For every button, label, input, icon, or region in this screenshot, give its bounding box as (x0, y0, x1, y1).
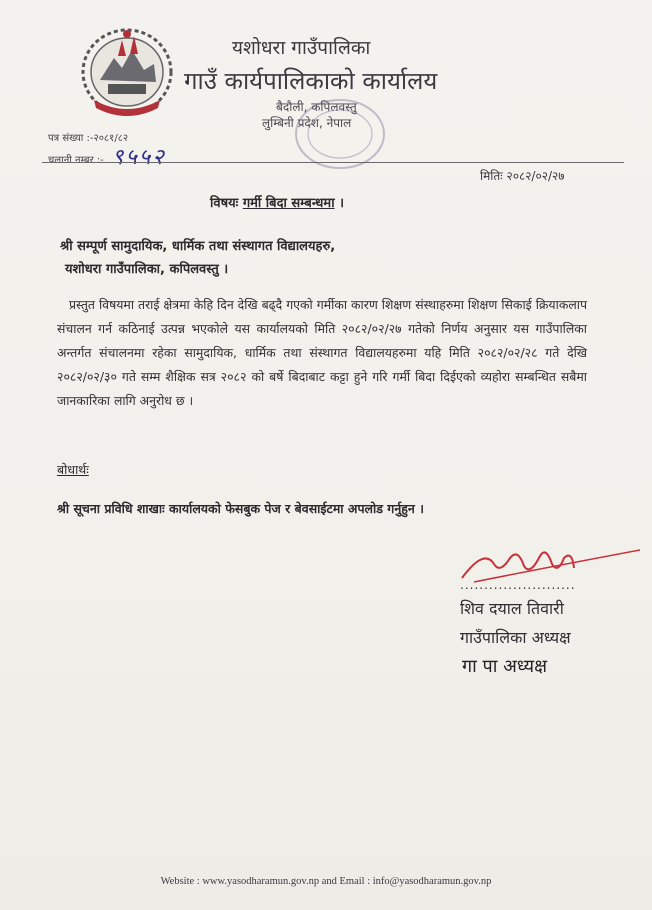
bodharth-label: बोधार्थः (57, 462, 89, 477)
office-address-line1: बैदौली, कपिलवस्तु (276, 100, 357, 114)
cc-notice: श्री सूचना प्रविधि शाखाः कार्यालयको फेसबुक पेज र बेवसाईटमा अपलोड गर्नुहुन । (57, 501, 424, 516)
signatory-handwritten-title: गा पा अध्यक्ष (462, 656, 547, 677)
letter-body: प्रस्तुत विषयमा तराई क्षेत्रमा केहि दिन देखि बढ्दै गएको गर्मीका कारण शिक्षण संस्थाहरुमा शिक्षण सिकाई क्रियाकलाप संचालन गर्न कठिनाई उत्पन्न भएकोले यस कार्यालयको मिति २०८२/०२/२७ गतेको निर्णय अनुसार यस गाउँपालिका अन्तर्गत संचालनमा रहेका सामुदायिक, धार्मिक तथा संस्थागत विद्यालयहरुमा यहि मिति २०८२/०२/२८ गते देखि २०८२/०२/३० गते सम्म शैक्षिक सत्र २०८२ को बर्षे बिदाबाट कट्टा हुने गरि गर्मी बिदा दिईएको व्यहोरा सम्बन्धित सबैमा जानकारिका लागि अनुरोध छ । (57, 297, 587, 408)
signatory-title: गाउँपालिका अध्यक्ष (460, 628, 571, 647)
subject-suffix: । (334, 196, 345, 211)
office-seal-icon (292, 96, 388, 172)
letter-date: मितिः २०८२/०२/२७ (480, 169, 565, 183)
signatory-name: शिव दयाल तिवारी (460, 599, 564, 618)
office-name: गाउँ कार्यपालिकाको कार्यालय (184, 67, 438, 95)
header-divider (42, 162, 624, 163)
registration-number: ९५५२ (112, 145, 166, 170)
footer-contact: Website : www.yasodharamun.gov.np and Email : info@yasodharamun.gov.np (160, 876, 492, 887)
addressee-line1: श्री सम्पूर्ण सामुदायिक, धार्मिक तथा संस्थागत विद्यालयहरु, (60, 239, 336, 254)
reference-number: पत्र संख्या :-२०८१/८२ (48, 133, 129, 144)
addressee-line2: यशोधरा गाउँपालिका, कपिलवस्तु । (65, 262, 229, 277)
office-address-line2: लुम्बिनी प्रदेश, नेपाल (262, 116, 352, 130)
subject-text: गर्मी बिदा सम्बन्धमा (242, 196, 335, 211)
subject-prefix: विषयः (210, 196, 243, 211)
municipality-name: यशोधरा गाउँपालिका (232, 37, 371, 59)
registration-label: चलानी नम्बर :- (48, 155, 104, 166)
signature-line: ........................ (460, 578, 576, 592)
nepal-emblem-icon (78, 20, 176, 120)
letter-subject (210, 193, 344, 211)
